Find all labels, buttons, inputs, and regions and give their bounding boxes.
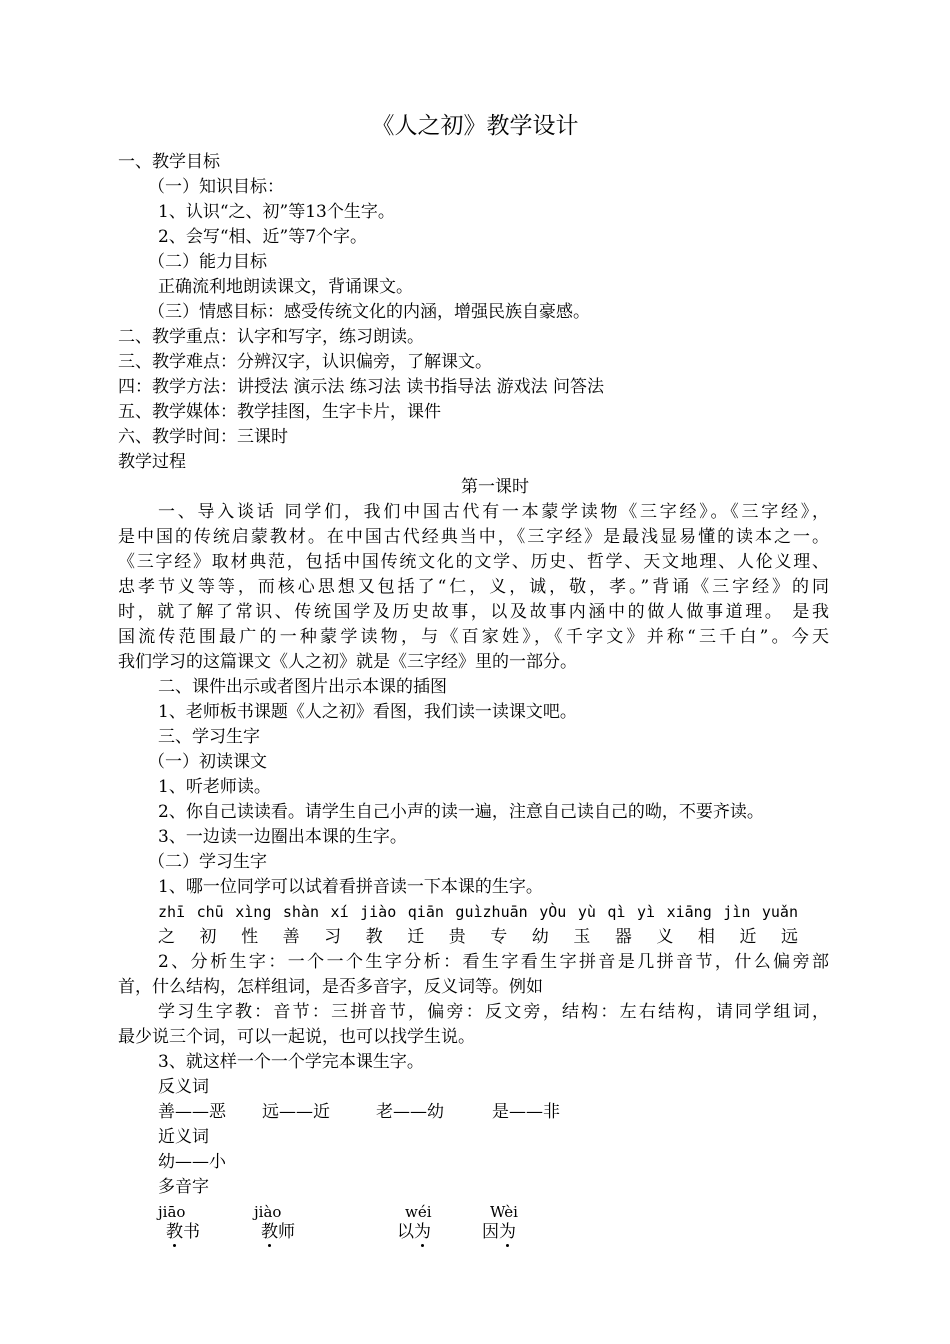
antonym-pair: 是——非 <box>492 1102 560 1122</box>
antonym-pair: 老——幼 <box>376 1102 444 1122</box>
learn-chars-item-1: 1、哪一位同学可以试着看拼音读一下本课的生字。 <box>158 877 543 897</box>
document-title: 《人之初》教学设计 <box>371 113 579 139</box>
polyphonic-pinyin: Wèi <box>490 1203 518 1221</box>
teaching-methods: 四：教学方法：讲授法 演示法 练习法 读书指导法 游戏法 问答法 <box>118 377 605 397</box>
polyphonic-word <box>482 1220 516 1244</box>
emphasis-dot-char: 为 <box>414 1222 431 1242</box>
example-line-1: 学习生字教：音节：三拼音节，偏旁：反文旁，结构：左右结构，请同学组词， <box>158 1002 829 1022</box>
intro-line-2: 是中国的传统启蒙教材。在中国古代经典当中，《三字经》是最浅显易懂的读本之一。 <box>118 527 829 547</box>
antonyms-label: 反义词 <box>158 1077 209 1097</box>
first-reading-item-2: 2、你自己读读看。请学生自己小声的读一遍，注意自己读自己的呦，不要齐读。 <box>158 802 764 822</box>
synonyms-label: 近义词 <box>158 1127 209 1147</box>
learn-chars-item-3: 3、就这样一个一个学完本课生字。 <box>158 1052 424 1072</box>
example-line-2: 最少说三个词，可以一起说，也可以找学生说。 <box>118 1027 475 1047</box>
antonym-pair: 远——近 <box>262 1102 330 1122</box>
intro-line-6: 国流传范围最广的一种蒙学读物，与《百家姓》，《千字文》并称“三千白”。今天 <box>118 627 829 647</box>
emphasis-dot-char: 教 <box>261 1222 278 1242</box>
polyphonic-word <box>261 1220 295 1244</box>
synonym-pair: 幼——小 <box>158 1152 226 1172</box>
objectives-heading: 一、教学目标 <box>118 152 220 172</box>
analysis-line-2: 首，什么结构，怎样组词，是否多音字，反义词等。例如 <box>118 977 543 997</box>
polyphonic-word-rest: 因 <box>482 1222 499 1242</box>
intro-line-4: 忠孝节义等等，而核心思想又包括了“仁，义，诚，敬，孝。”背诵《三字经》的同 <box>118 577 829 597</box>
polyphonic-pinyin: jiāo <box>158 1203 186 1221</box>
intro-line-3: 《三字经》取材典范，包括中国传统文化的文学、历史、哲学、天文地理、人伦义理、 <box>118 552 829 572</box>
section-2-heading: 二、课件出示或者图片出示本课的插图 <box>158 677 447 697</box>
polyphonic-word-rest: 以 <box>397 1222 414 1242</box>
polyphonic-pinyin: jiào <box>254 1203 282 1221</box>
first-reading-item-3: 3、一边读一边圈出本课的生字。 <box>158 827 407 847</box>
polyphonic-label: 多音字 <box>158 1177 209 1197</box>
analysis-line-1: 2、分析生字：一个一个生字分析：看生字看生字拼音是几拼音节，什么偏旁部 <box>158 952 829 972</box>
section-3-heading: 三、学习生字 <box>158 727 260 747</box>
knowledge-item-1: 1、认识“之、初”等13个生字。 <box>158 202 395 222</box>
knowledge-item-2: 2、会写“相、近”等7个字。 <box>158 227 368 247</box>
pinyin-line: zhī chū xìng shàn xí jiào qiān guìzhuān yÒu yù qì yì xiāng jìn yuǎn <box>158 903 798 921</box>
knowledge-objective-heading: （一）知识目标： <box>148 177 284 197</box>
polyphonic-pinyin: wéi <box>405 1203 432 1221</box>
process-heading: 教学过程 <box>118 452 186 472</box>
polyphonic-word <box>397 1220 431 1244</box>
polyphonic-word-rest: 师 <box>278 1222 295 1242</box>
teaching-media: 五、教学媒体：教学挂图，生字卡片，课件 <box>118 402 441 422</box>
first-reading-heading: （一）初读课文 <box>148 752 267 772</box>
ability-objective-heading: （二）能力目标 <box>148 252 267 272</box>
new-characters-line: 之 初 性 善 习 教 迁 贵 专 幼 玉 器 义 相 近 远 <box>158 927 798 947</box>
first-reading-item-1: 1、听老师读。 <box>158 777 271 797</box>
polyphonic-word-rest: 书 <box>183 1222 200 1242</box>
polyphonic-word <box>166 1220 200 1244</box>
intro-line-7: 我们学习的这篇课文《人之初》就是《三字经》里的一部分。 <box>118 652 577 672</box>
emphasis-dot-char: 为 <box>499 1222 516 1242</box>
intro-line-1: 一、导入谈话 同学们，我们中国古代有一本蒙学读物《三字经》。《三字经》， <box>158 502 829 522</box>
antonym-pair: 善——恶 <box>158 1102 226 1122</box>
intro-line-5: 时，就了解了常识、传统国学及历史故事，以及故事内涵中的做人做事道理。 是我 <box>118 602 829 622</box>
learn-chars-heading: （二）学习生字 <box>148 852 267 872</box>
section-2-item-1: 1、老师板书课题《人之初》看图，我们读一读课文吧。 <box>158 702 577 722</box>
teaching-time: 六、教学时间：三课时 <box>118 427 288 447</box>
lesson-1-heading: 第一课时 <box>461 477 529 497</box>
emotion-objective: （三）情感目标：感受传统文化的内涵，增强民族自豪感。 <box>148 302 590 322</box>
ability-objective-text: 正确流利地朗读课文，背诵课文。 <box>158 277 413 297</box>
difficulties: 三、教学难点：分辨汉字，认识偏旁，了解课文。 <box>118 352 492 372</box>
key-points: 二、教学重点：认字和写字，练习朗读。 <box>118 327 424 347</box>
emphasis-dot-char: 教 <box>166 1222 183 1242</box>
